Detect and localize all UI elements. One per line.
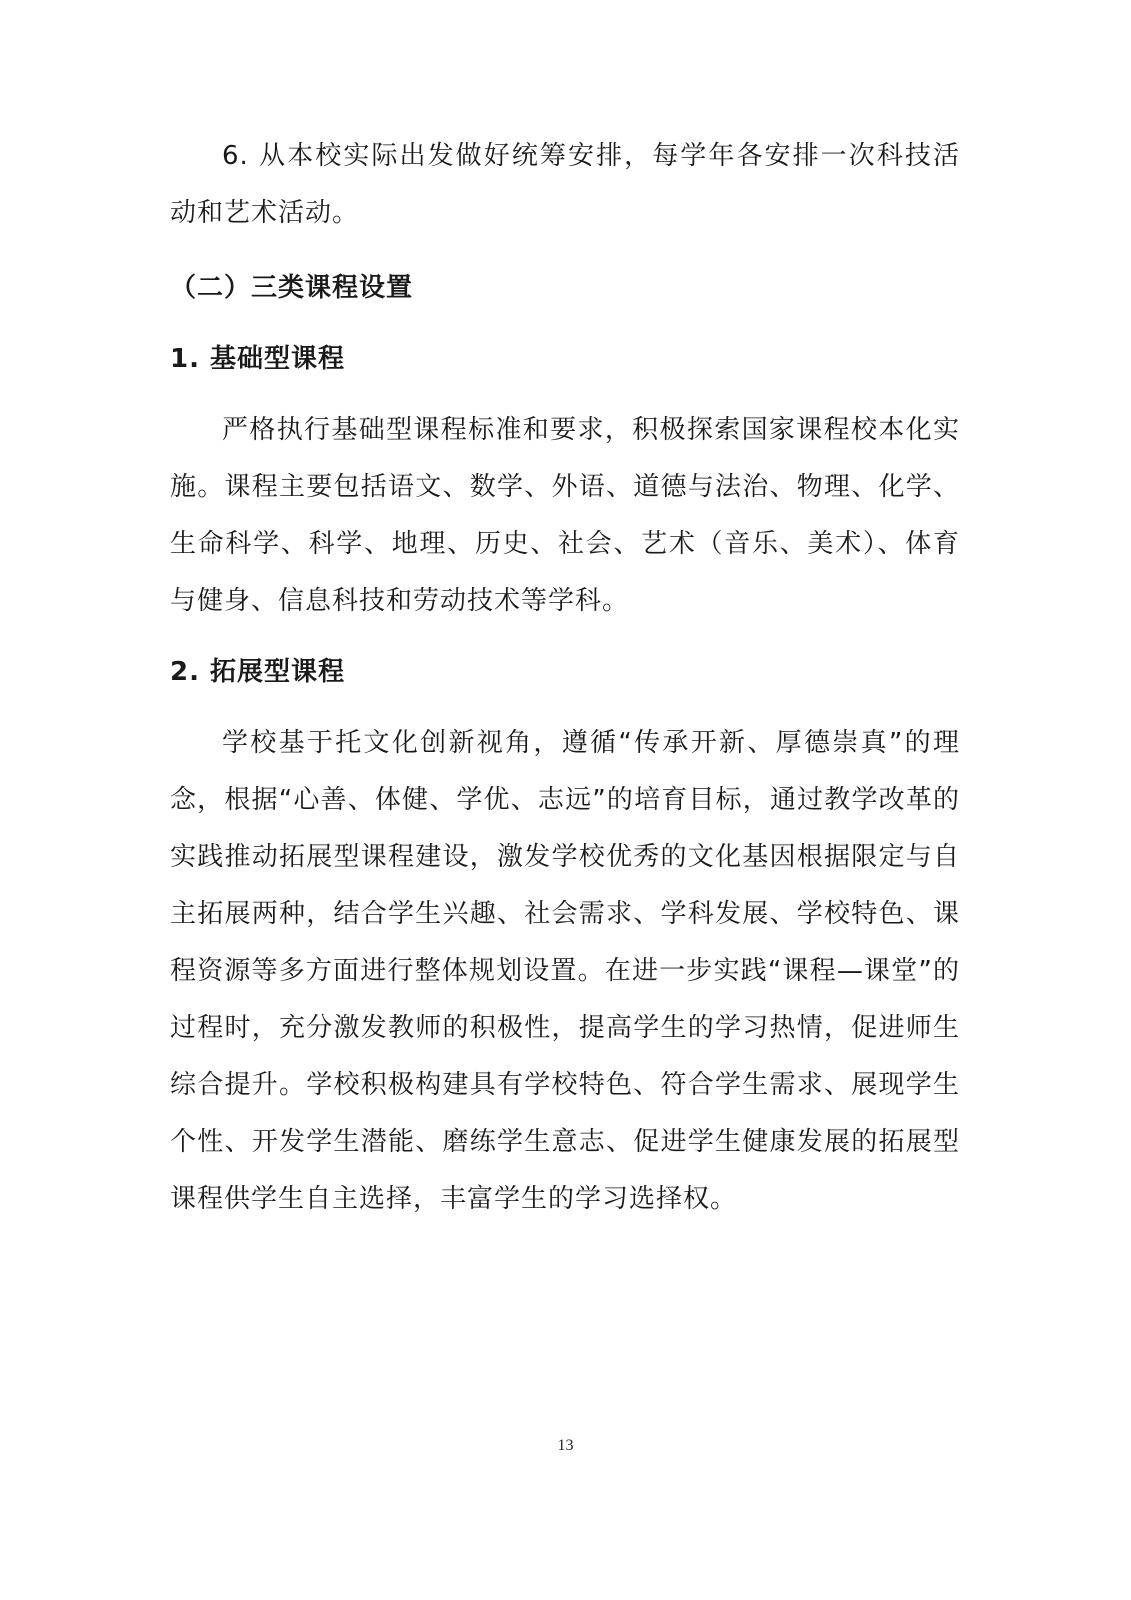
paragraph-extended-courses: 学校基于托文化创新视角，遵循“传承开新、厚德崇真”的理念，根据“心善、体健、学优、志远”的培育目标，通过教学改革的实践推动拓展型课程建设，激发学校优秀的文化基因根据限定与自主拓展两种，结合学生兴趣、社会需求、学科发展、学校特色、课程资源等多方面进行整体规划设置。在进一步实践“课程—课堂”的过程时，充分激发教师的积极性，提高学生的学习热情，促进师生综合提升。学校积极构建具有学校特色、符合学生需求、展现学生个性、开发学生潜能、磨练学生意志、促进学生健康发展的拓展型课程供学生自主选择，丰富学生的学习选择权。 — [170, 728, 960, 1214]
paragraph-item-6: 6. 从本校实际出发做好统筹安排，每学年各安排一次科技活动和艺术活动。 — [170, 141, 960, 228]
document-body — [170, 128, 960, 1228]
page-number: 13 — [557, 1437, 574, 1454]
subheading-extended-courses: 2. 拓展型课程 — [170, 657, 346, 687]
paragraph-basic-courses: 严格执行基础型课程标准和要求，积极探索国家课程校本化实施。课程主要包括语文、数学、外语、道德与法治、物理、化学、生命科学、科学、地理、历史、社会、艺术（音乐、美术）、体育与健身、信息科技和劳动技术等学科。 — [170, 415, 960, 616]
subheading-basic-courses: 1. 基础型课程 — [170, 344, 346, 374]
section-heading: （二）三类课程设置 — [170, 273, 414, 303]
